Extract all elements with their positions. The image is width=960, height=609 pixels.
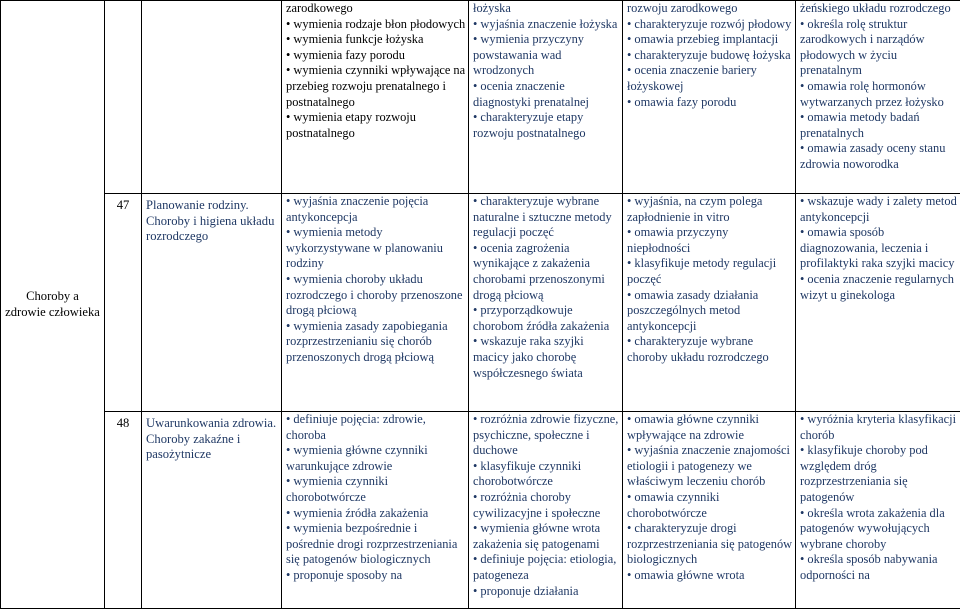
requirement-item: • charakteryzuje wybrane naturalne i sztuczne metody regulacji poczęć	[473, 194, 620, 241]
requirements-list	[473, 412, 620, 599]
lp-number: 47	[105, 194, 142, 412]
requirements-list	[286, 1, 466, 141]
col-extended	[469, 1, 623, 194]
lp-number: 48	[105, 412, 142, 609]
requirement-item: • omawia główne czynniki wpływające na zdrowie	[627, 412, 793, 443]
requirements-list	[627, 1, 793, 110]
requirement-item: • wymienia bezpośrednie i pośrednie drogi rozprzestrzeniania się patogenów biologicznych	[286, 521, 466, 568]
requirement-item: • rozróżnia zdrowie fizyczne, psychiczne, społeczne i duchowe	[473, 412, 620, 459]
requirement-item: • określa rolę struktur zarodkowych i narządów płodowych w życiu prenatalnym	[800, 17, 958, 79]
col-advanced	[623, 412, 796, 609]
requirement-item: żeńskiego układu rozrodczego	[800, 1, 958, 17]
requirement-item: • proponuje działania	[473, 584, 620, 600]
requirement-item: • definiuje pojęcia: etiologia, patogeneza	[473, 552, 620, 583]
requirements-list	[800, 1, 958, 173]
requirement-item: • omawia metody badań prenatalnych	[800, 110, 958, 141]
requirement-item: • proponuje sposoby na	[286, 568, 466, 584]
requirement-item: • charakteryzuje budowę łożyska	[627, 48, 793, 64]
requirement-item: • wymienia główne czynniki warunkujące zdrowie	[286, 443, 466, 474]
requirement-item: • klasyfikuje czynniki chorobotwórcze	[473, 459, 620, 490]
requirement-item: • wyjaśnia, na czym polega zapłodnienie in vitro	[627, 194, 793, 225]
requirement-item: • wymienia choroby układu rozrodczego i choroby przenoszone drogą płciową	[286, 272, 466, 319]
requirement-item: rozwoju zarodkowego	[627, 1, 793, 17]
requirements-list	[627, 194, 793, 366]
requirements-list	[286, 412, 466, 584]
requirement-item: • ocenia znaczenie diagnostyki prenatalnej	[473, 79, 620, 110]
requirements-list	[800, 412, 958, 584]
requirement-item: • wymienia zasady zapobiegania rozprzestrzenianiu się chorób przenoszonych drogą płciową	[286, 319, 466, 366]
requirement-item: • charakteryzuje drogi rozprzestrzeniania się patogenów biologicznych	[627, 521, 793, 568]
col-extended	[469, 412, 623, 609]
requirement-item: • ocenia zagrożenia wynikające z zakażenia chorobami przenoszonymi drogą płciową	[473, 241, 620, 303]
requirement-item: • omawia rolę hormonów wytwarzanych przez łożysko	[800, 79, 958, 110]
requirement-item: • wskazuje raka szyjki macicy jako chorobę współczesnego świata	[473, 334, 620, 381]
requirement-item: • ocenia znaczenie regularnych wizyt u ginekologa	[800, 272, 958, 303]
table-row	[1, 1, 960, 194]
col-superior	[796, 412, 960, 609]
requirement-item: • wymienia czynniki chorobotwórcze	[286, 474, 466, 505]
requirement-item: • określa wrota zakażenia dla patogenów wywołujących wybrane choroby	[800, 506, 958, 553]
col-superior	[796, 1, 960, 194]
requirement-item: • ocenia znaczenie bariery łożyskowej	[627, 63, 793, 94]
requirement-item: • omawia fazy porodu	[627, 95, 793, 111]
section-title: Choroby a zdrowie człowieka	[1, 289, 104, 320]
requirement-item: zarodkowego	[286, 1, 466, 17]
requirement-item: • wymienia źródła zakażenia	[286, 506, 466, 522]
requirements-list	[627, 412, 793, 584]
table-row	[1, 412, 960, 609]
requirement-item: łożyska	[473, 1, 620, 17]
requirement-item: • omawia czynniki chorobotwórcze	[627, 490, 793, 521]
requirement-item: • rozróżnia choroby cywilizacyjne i społeczne	[473, 490, 620, 521]
requirement-item: • wymienia czynniki wpływające na przebieg rozwoju prenatalnego i postnatalnego	[286, 63, 466, 110]
col-advanced	[623, 1, 796, 194]
requirement-item: • omawia zasady działania poszczególnych metod antykoncepcji	[627, 288, 793, 335]
requirement-item: • charakteryzuje wybrane choroby układu rozrodczego	[627, 334, 793, 365]
requirement-item: • charakteryzuje rozwój płodowy	[627, 17, 793, 33]
requirements-list	[800, 194, 958, 303]
requirement-item: • charakteryzuje etapy rozwoju postnatalnego	[473, 110, 620, 141]
requirements-list	[473, 194, 620, 381]
requirement-item: • wymienia funkcje łożyska	[286, 32, 466, 48]
col-basic	[282, 194, 469, 412]
col-basic	[282, 412, 469, 609]
requirement-item: • wskazuje wady i zalety metod antykoncepcji	[800, 194, 958, 225]
section-title-cell	[1, 1, 105, 609]
requirements-list	[473, 1, 620, 141]
col-basic	[282, 1, 469, 194]
requirement-item: • definiuje pojęcia: zdrowie, choroba	[286, 412, 466, 443]
col-advanced	[623, 194, 796, 412]
topic-title: Uwarunkowania zdrowia. Choroby zakaźne i pasożytnicze	[142, 412, 282, 609]
requirement-item: • wymienia przyczyny powstawania wad wrodzonych	[473, 32, 620, 79]
requirement-item: • klasyfikuje choroby pod względem dróg rozprzestrzeniania się patogenów	[800, 443, 958, 505]
requirement-item: • przyporządkowuje chorobom źródła zakażenia	[473, 303, 620, 334]
requirements-list	[286, 194, 466, 366]
requirement-item: • określa sposób nabywania odporności na	[800, 552, 958, 583]
table-row	[1, 194, 960, 412]
requirement-item: • omawia przebieg implantacji	[627, 32, 793, 48]
topic-title: Planowanie rodziny. Choroby i higiena układu rozrodczego	[142, 194, 282, 412]
requirement-item: • omawia zasady oceny stanu zdrowia noworodka	[800, 141, 958, 172]
requirement-item: • wymienia główne wrota zakażenia się patogenami	[473, 521, 620, 552]
requirement-item: • wymienia fazy porodu	[286, 48, 466, 64]
requirement-item: • wyróżnia kryteria klasyfikacji chorób	[800, 412, 958, 443]
requirement-item: • wymienia metody wykorzystywane w planowaniu rodziny	[286, 225, 466, 272]
requirement-item: • omawia sposób diagnozowania, leczenia i profilaktyki raka szyjki macicy	[800, 225, 958, 272]
col-extended	[469, 194, 623, 412]
requirement-item: • wyjaśnia znaczenie pojęcia antykoncepcja	[286, 194, 466, 225]
requirement-item: • omawia przyczyny niepłodności	[627, 225, 793, 256]
topic-cell	[142, 1, 282, 194]
requirement-item: • wymienia etapy rozwoju postnatalnego	[286, 110, 466, 141]
requirement-item: • wymienia rodzaje błon płodowych	[286, 17, 466, 33]
requirement-item: • omawia główne wrota	[627, 568, 793, 584]
requirement-item: • klasyfikuje metody regulacji poczęć	[627, 256, 793, 287]
requirement-item: • wyjaśnia znaczenie znajomości etiologii i patogenezy we właściwym leczeniu chorób	[627, 443, 793, 490]
col-superior	[796, 194, 960, 412]
requirement-item: • wyjaśnia znaczenie łożyska	[473, 17, 620, 33]
lp-cell	[105, 1, 142, 194]
